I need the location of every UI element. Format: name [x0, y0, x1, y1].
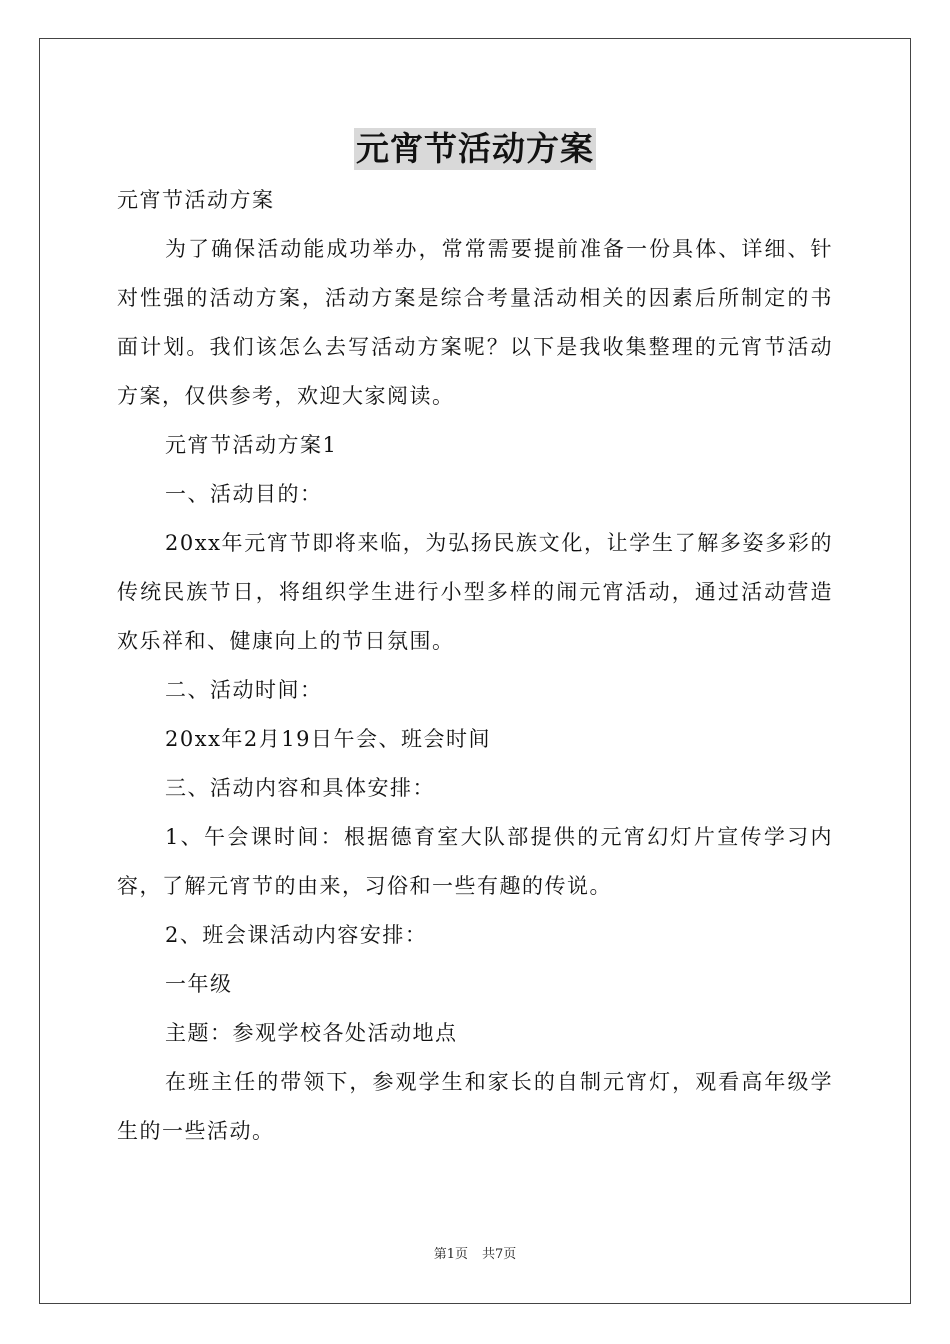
document-body: [117, 176, 833, 1156]
page-total: 共7页: [482, 1247, 517, 1262]
paragraph-activity-detail: 在班主任的带领下，参观学生和家长的自制元宵灯，观看高年级学生的一些活动。: [117, 1070, 833, 1143]
paragraph-subtitle: 元宵节活动方案: [117, 188, 275, 212]
paragraph-time-text: 20xx年2月19日午会、班会时间: [165, 727, 491, 751]
paragraph-purpose-heading: 一、活动目的：: [165, 482, 323, 506]
paragraph-purpose-text: 20xx年元宵节即将来临，为弘扬民族文化，让学生了解多姿多彩的传统民族节日，将组织学生进行小型多样的闹元宵活动，通过活动营造欢乐祥和、健康向上的节日氛围。: [117, 531, 833, 653]
paragraph-class-meeting: 2、班会课活动内容安排：: [165, 923, 428, 947]
page-footer: [0, 1246, 950, 1264]
paragraph-intro: 为了确保活动能成功举办，常常需要提前准备一份具体、详细、针对性强的活动方案，活动方案是综合考量活动相关的因素后所制定的书面计划。我们该怎么去写活动方案呢？以下是我收集整理的元宵节活动方案，仅供参考，欢迎大家阅读。: [117, 237, 833, 408]
paragraph-noon-class: 1、午会课时间：根据德育室大队部提供的元宵幻灯片宣传学习内容，了解元宵节的由来，习俗和一些有趣的传说。: [117, 825, 833, 898]
document-title-block: [0, 128, 950, 170]
paragraph-content-heading: 三、活动内容和具体安排：: [165, 776, 435, 800]
paragraph-section-heading: 元宵节活动方案1: [165, 433, 338, 457]
page-number: 第1页: [433, 1247, 468, 1262]
paragraph-grade-one: 一年级: [165, 972, 233, 996]
paragraph-time-heading: 二、活动时间：: [165, 678, 323, 702]
paragraph-theme: 主题：参观学校各处活动地点: [165, 1021, 458, 1045]
document-title: 元宵节活动方案: [356, 129, 594, 168]
